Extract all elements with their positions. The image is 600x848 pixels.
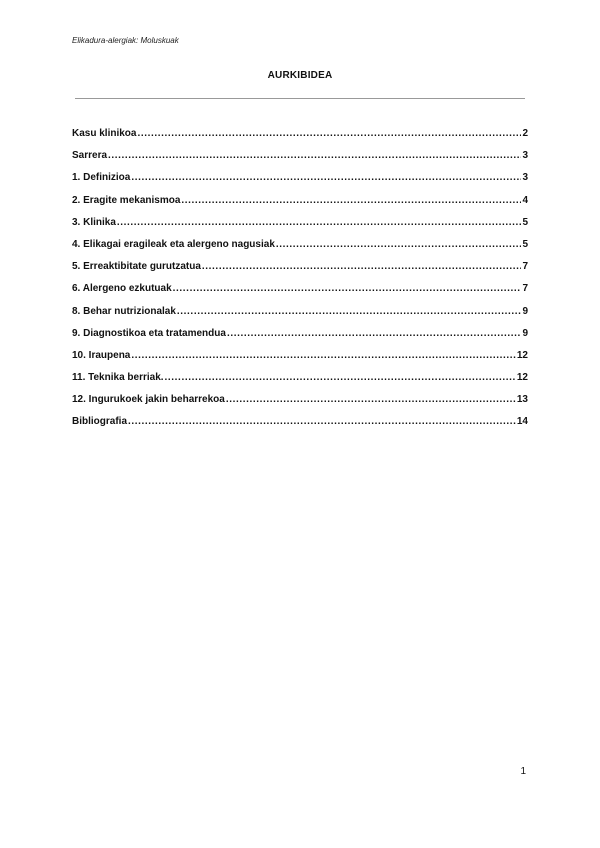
- toc-entry[interactable]: [72, 306, 528, 328]
- toc-entry-label: 11. Teknika berriak.: [72, 372, 164, 384]
- title-divider: [75, 98, 525, 99]
- page-number: 1: [520, 766, 526, 777]
- toc-entry-page: 3: [522, 172, 528, 184]
- toc-entry[interactable]: [72, 283, 528, 305]
- toc-entry-page: 4: [522, 194, 528, 206]
- toc-entry-label: 2. Eragite mekanismoa: [72, 194, 181, 206]
- toc-entry-page: 13: [516, 394, 528, 406]
- toc-entry[interactable]: [72, 261, 528, 283]
- toc-entry-label: 8. Behar nutrizionalak: [72, 305, 176, 317]
- toc-leader-dots: [202, 261, 522, 272]
- toc-entry-page: 12: [516, 372, 528, 384]
- toc-entry-label: Sarrera: [72, 150, 108, 162]
- toc-leader-dots: [128, 416, 516, 427]
- toc-entry-label: 5. Erreaktibitate gurutzatua: [72, 261, 201, 273]
- toc-entry-page: 5: [522, 216, 528, 228]
- toc-leader-dots: [227, 328, 522, 339]
- running-header: Elikadura-alergiak: Moluskuak: [72, 36, 179, 45]
- toc-entry-page: 9: [522, 305, 528, 317]
- toc-entry[interactable]: [72, 350, 528, 372]
- toc-leader-dots: [117, 217, 522, 228]
- toc-entry[interactable]: [72, 172, 528, 194]
- toc-entry[interactable]: [72, 195, 528, 217]
- toc-entry-label: 10. Iraupena: [72, 349, 131, 361]
- toc-entry[interactable]: [72, 328, 528, 350]
- toc-entry-label: 9. Diagnostikoa eta tratamendua: [72, 327, 226, 339]
- toc-entry[interactable]: [72, 239, 528, 261]
- toc-entry-label: 1. Definizioa: [72, 172, 131, 184]
- toc-entry-label: 6. Alergeno ezkutuak: [72, 283, 172, 295]
- toc-leader-dots: [276, 239, 522, 250]
- toc-entry-label: 12. Ingurukoek jakin beharrekoa: [72, 394, 225, 406]
- toc-entry-page: 14: [516, 416, 528, 428]
- toc-entry[interactable]: [72, 150, 528, 172]
- toc-entry[interactable]: [72, 394, 528, 416]
- toc-entry-page: 9: [522, 327, 528, 339]
- toc-entry-page: 7: [522, 283, 528, 295]
- toc-title: AURKIBIDEA: [267, 70, 333, 81]
- toc-entry-label: 4. Elikagai eragileak eta alergeno nagusiak: [72, 238, 275, 250]
- toc-entry-page: 7: [522, 261, 528, 273]
- table-of-contents: [72, 128, 528, 439]
- toc-entry[interactable]: [72, 217, 528, 239]
- toc-leader-dots: [181, 195, 521, 206]
- toc-entry-label: 3. Klinika: [72, 216, 116, 228]
- toc-entry[interactable]: [72, 372, 528, 394]
- toc-leader-dots: [137, 128, 521, 139]
- toc-leader-dots: [165, 372, 516, 383]
- toc-entry[interactable]: [72, 416, 528, 438]
- toc-entry[interactable]: [72, 128, 528, 150]
- toc-entry-label: Bibliografia: [72, 416, 128, 428]
- toc-leader-dots: [177, 306, 522, 317]
- toc-leader-dots: [108, 150, 521, 161]
- toc-leader-dots: [226, 394, 516, 405]
- toc-entry-page: 3: [522, 150, 528, 162]
- toc-leader-dots: [173, 283, 522, 294]
- toc-entry-page: 12: [516, 349, 528, 361]
- toc-entry-label: Kasu klinikoa: [72, 128, 137, 139]
- toc-entry-page: 5: [522, 238, 528, 250]
- toc-leader-dots: [131, 172, 521, 183]
- toc-entry-page: 2: [522, 128, 528, 139]
- toc-leader-dots: [131, 350, 516, 361]
